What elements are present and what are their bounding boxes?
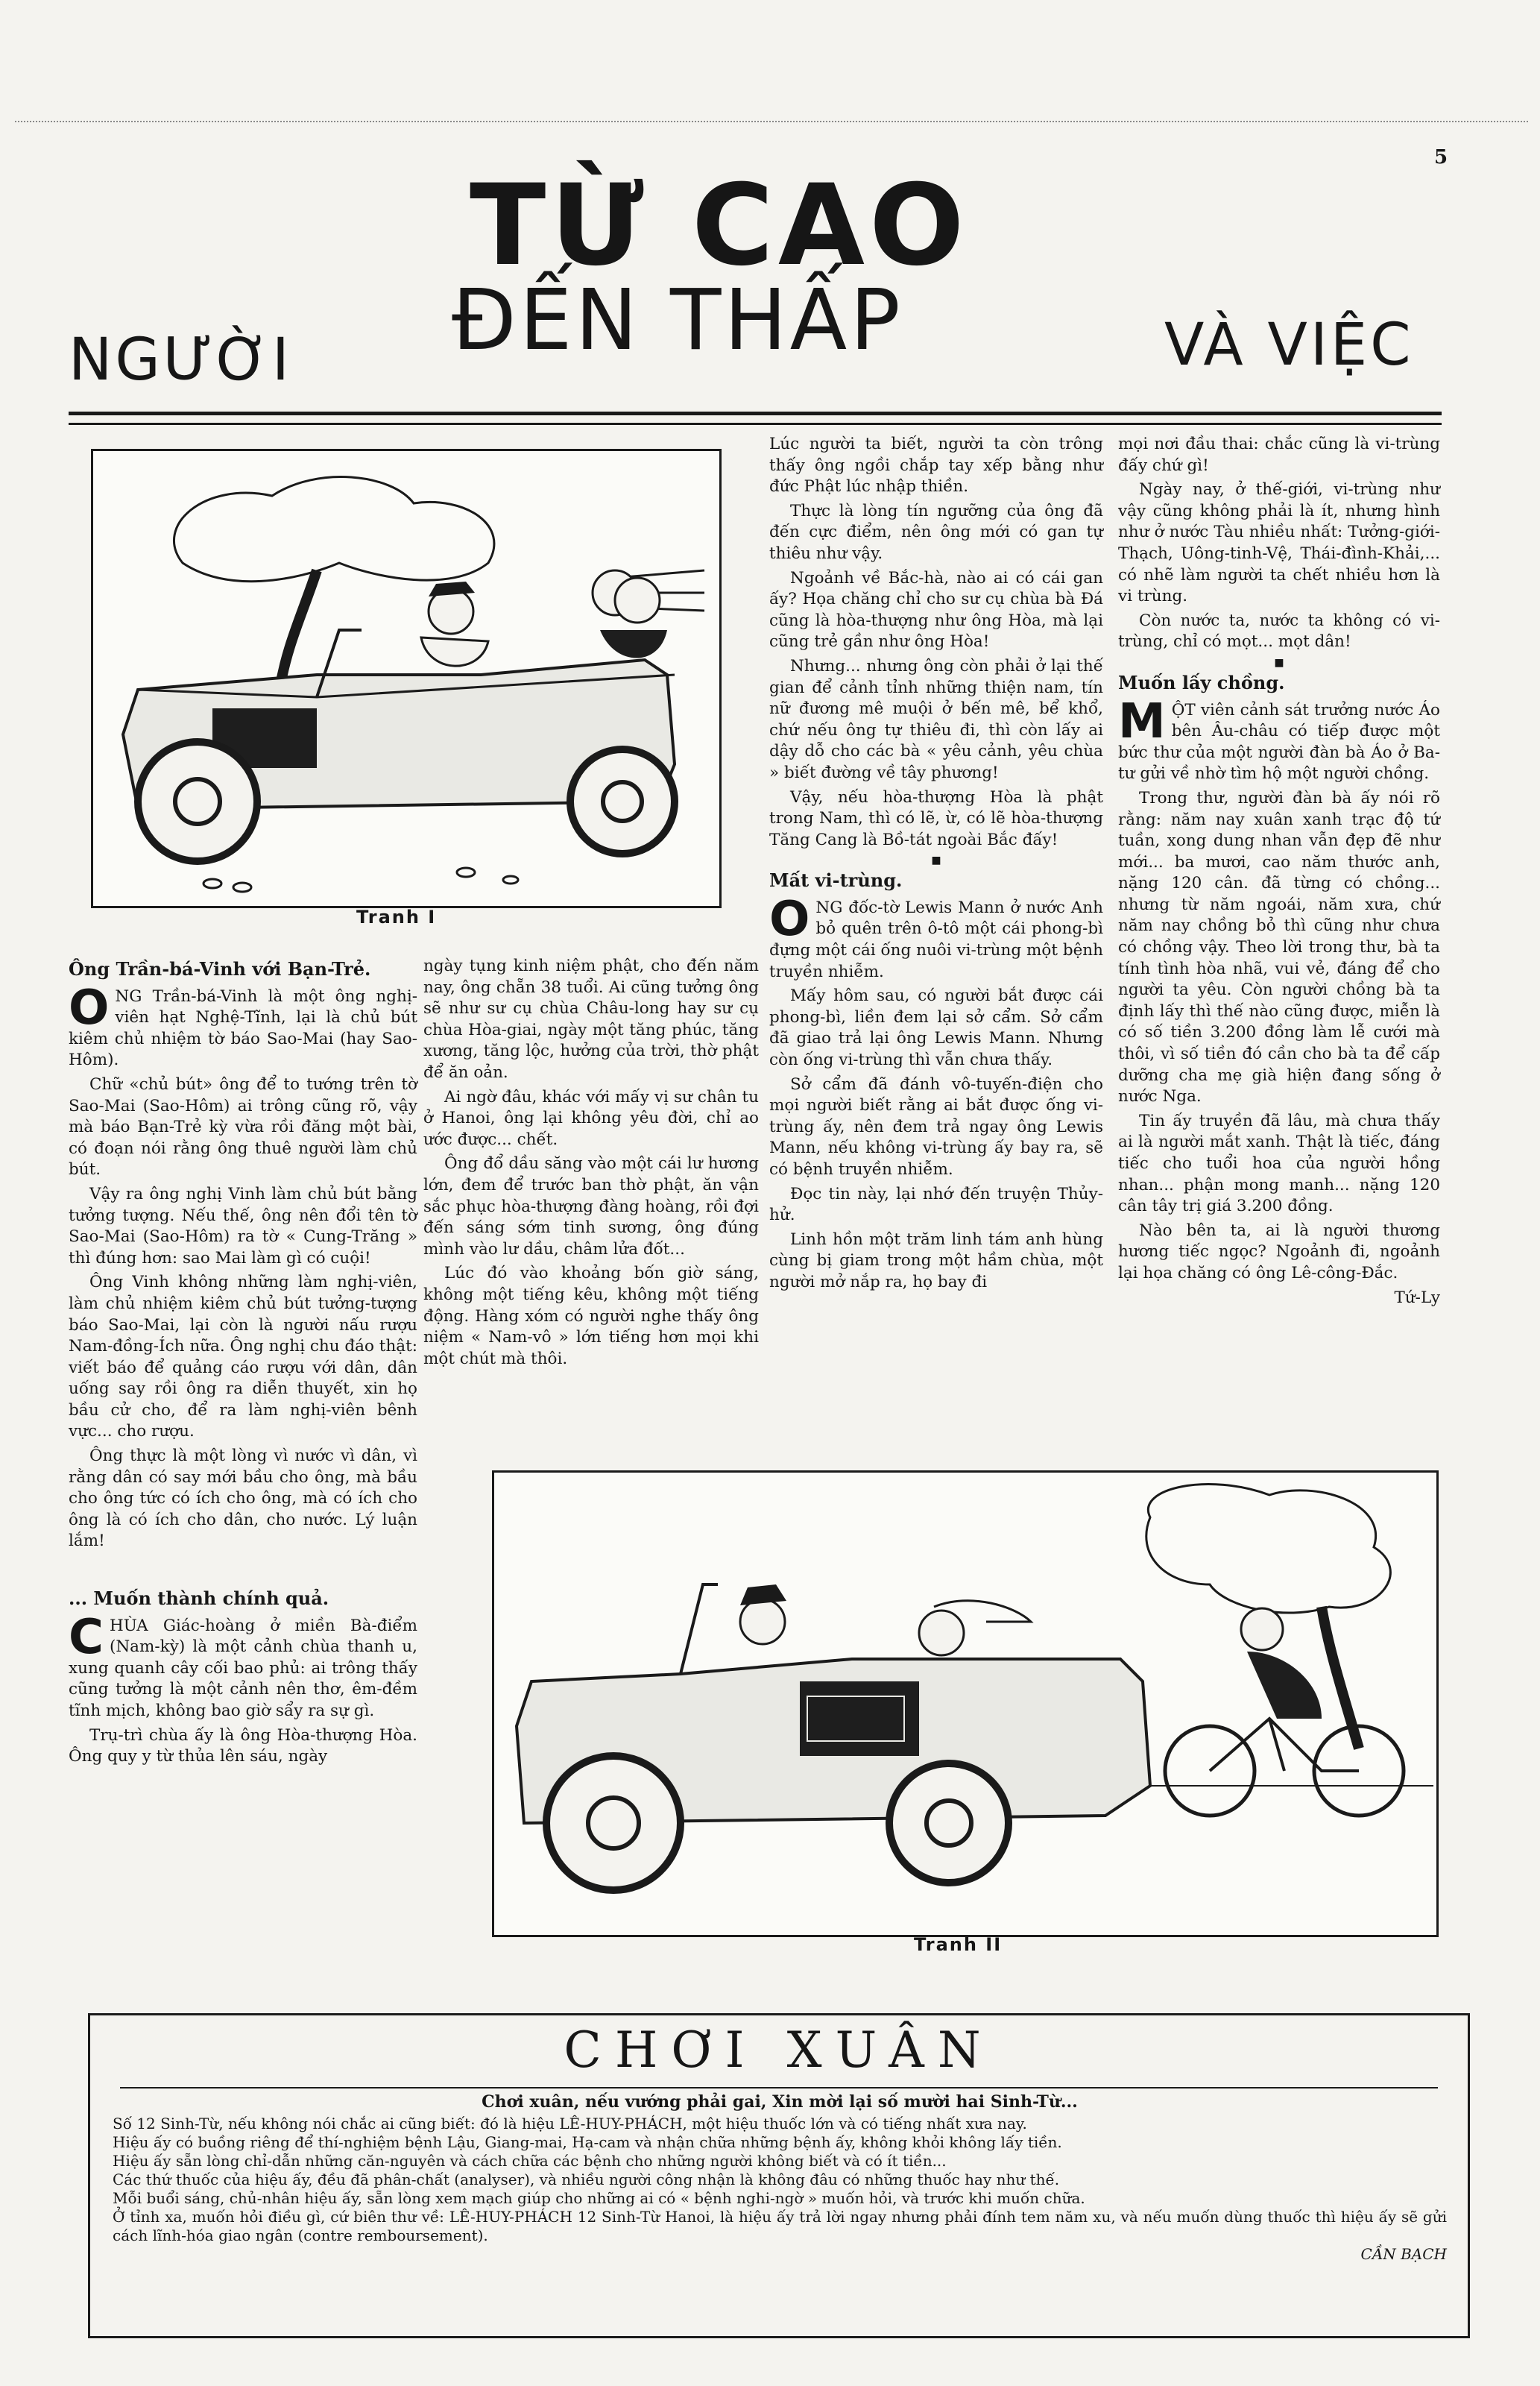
vi-trung-p2: Mấy hôm sau, có người bắt được cái phong-bì, liền đem lại sở cẩm. Sở cẩm đã giao trả lại ông Lewis Mann. Nhưng còn ống vi-trùng thì vẫn chưa thấy. [769, 986, 1103, 1070]
column-four [1118, 434, 1440, 1309]
lay-chong-p3: Tin ấy truyền đã lâu, mà chưa thấy ai là người mắt xanh. Thật là tiếc, đáng tiếc cho tuổi hoa của người hồng nhan... phận mong manh... nặng 120 cân tây trị giá 3.200 đồng. [1118, 1111, 1440, 1216]
chinh-qua-p11: Vậy, nếu hòa-thượng Hòa là phật trong Nam, thì có lẽ, ừ, có lẽ hòa-thượng Tăng Cang là Bồ-tát ngoài Bắc đấy! [769, 787, 1103, 849]
advert-body [113, 2093, 1447, 2264]
chinh-qua-p5: Ông đổ dầu săng vào một cái lư hương lớn, đem để trước ban thờ phật, ăn vận sắc phục hòa-thượng đàng hoàng, rồi đợi đến sáng sớm tinh sương, ông đúng mình vào lư dầu, châm lửa đốt... [423, 1154, 759, 1259]
caption-two: Tranh II [914, 1934, 1003, 1955]
advert-line-3: Hiệu ấy sẵn lòng chỉ-dẫn những căn-nguyên và cách chữa các bệnh cho những người không biết và có ít tiền... [113, 2152, 947, 2170]
vinh-p3: Vậy ra ông nghị Vinh làm chủ bút bằng tưởng tượng. Nếu thế, ông nên đổi tên tờ Sao-Mai (Sao-Hôm) ra tờ « Cung-Trăng » thì đúng hơn: sao Mai làm gì có cuội! [69, 1184, 417, 1268]
chinh-qua-p9: Ngoảnh về Bắc-hà, nào ai có cái gan ấy? Họa chăng chỉ cho sư cụ chùa bà Đá cũng là hòa-thượng như ông Hòa, mà lại cũng trẻ gần như ông Hòa! [769, 568, 1103, 652]
caption-one: Tranh I [356, 907, 437, 928]
advert-rule [120, 2087, 1438, 2088]
masthead-title-top: TỪ CAO [470, 161, 969, 291]
advert-line-6: Ở tỉnh xa, muốn hỏi điều gì, cứ biên thư về: LÊ-HUY-PHÁCH 12 Sinh-Từ Hanoi, là hiệu ấy trả lời ngay nhưng phải đính tem năm xu, và nếu muốn dùng thuốc thì hiệu ấy sẽ gửi cách lĩnh-hóa giao ngân (contre remboursement). [113, 2208, 1447, 2244]
car-illustration-one [93, 451, 719, 906]
vinh-p1: NG Trần-bá-Vinh là một ông nghị-viên hạt Nghệ-Tĩnh, lại là chủ bút kiêm chủ nhiệm tờ báo Sao-Mai (hay Sao-Hôm). [69, 986, 417, 1070]
chinh-qua-p7: Lúc người ta biết, người ta còn trông thấy ông ngồi chắp tay xếp bằng như đức Phật lúc nhập thiền. [769, 435, 1103, 497]
masthead-rule [69, 412, 1442, 425]
dropcap-vi-trung: O [769, 891, 810, 947]
lay-chong-p2: Trong thư, người đàn bà ấy nói rõ rằng: năm nay xuân xanh trạc độ tứ tuần, xong dung nhan vẫn đẹp đẽ như mới... ba mươi, cao năm thước anh, nặng 120 cân. đã từng có chồng... nhưng từ năm ngoái, năm xưa, chứ năm nay chồng bỏ thì cũng như chưa có chồng vậy. Theo lời trong thư, bà ta tính tình hòa nhã, vui vẻ, đáng để cho người ta yêu. Còn người chồng bà ta định lấy thì thế nào cũng được, miễn là có số tiền 3.200 đồng làm lễ cưới mà thôi, vì số tiền đó cần cho bà ta để cấp dưỡng cha mẹ già hiện đang sống ở nước Nga. [1118, 788, 1440, 1107]
vinh-p5: Ông thực là một lòng vì nước vì dân, vì rằng dân có say mới bầu cho ông, mà bầu cho ông tức có ích cho ông, mà có ích cho ông là có ích cho dân, cho nước. Lý luận lắm! [69, 1447, 417, 1551]
dropcap-chinh-qua: C [69, 1609, 104, 1665]
advert-line-4: Các thứ thuốc của hiệu ấy, đều đã phân-chất (analyser), và nhiều người công nhận là không đâu có những thuốc hay như thế. [113, 2171, 1060, 2188]
chinh-qua-p4: Ai ngờ đâu, khác với mấy vị sư chân tu ở Hanoi, ông lại không yêu đời, chỉ ao ước được... chết. [423, 1087, 759, 1149]
separator-mark: ■ [931, 854, 941, 867]
heading-vinh: Ông Trần-bá-Vinh với Bạn-Trẻ. [69, 958, 371, 980]
chinh-qua-p8: Thực là lòng tín ngưỡng của ông đã đến cực điểm, nên ông mới có gan tự thiêu như vậy. [769, 501, 1103, 563]
top-rule [15, 121, 1528, 122]
chinh-qua-p1: HÙA Giác-hoàng ở miền Bà-điểm (Nam-kỳ) là một cảnh chùa thanh u, xung quanh cây cối bao phủ: ai trông thấy cũng tưởng là một cảnh nên thơ, êm-đềm tĩnh mịch, không bao giờ sẩy ra sự gì. [69, 1616, 417, 1720]
advert-lead: Chơi xuân, nếu vướng phải gai, Xin mời lại số mười hai Sinh-Từ... [482, 2092, 1078, 2112]
vinh-p2: Chữ «chủ bút» ông để to tướng trên tờ Sao-Mai (Sao-Hôm) ai trông cũng rõ, vậy mà báo Bạn-Trẻ kỳ vừa rồi đăng một bài, có đoạn nói rằng ông thuê người làm chủ bút. [69, 1074, 417, 1180]
vi-trung-p1: NG đốc-tờ Lewis Mann ở nước Anh bỏ quên trên ô-tô một cái phong-bì đựng một cái ống nuôi vi-trùng một bệnh truyền nhiễm. [769, 898, 1103, 981]
heading-chinh-qua: ... Muốn thành chính quả. [69, 1587, 329, 1610]
masthead-right: VÀ VIỆC [1164, 312, 1414, 379]
masthead-title-bottom: ĐẾN THẤP [452, 272, 903, 369]
illustration-two [492, 1470, 1439, 1937]
illustration-one [91, 449, 722, 908]
masthead-left: NGƯỜI [69, 327, 292, 394]
car-illustration-two [494, 1473, 1436, 1935]
signature-tu-ly: Tứ-Ly [1394, 1288, 1440, 1307]
vi-trung-p4: Đọc tin này, lại nhớ đến truyện Thủy-hử. [769, 1184, 1103, 1225]
chinh-qua-p2: Trụ-trì chùa ấy là ông Hòa-thượng Hòa. Ông quy y từ thủa lên sáu, ngày [69, 1725, 417, 1766]
advert-line-1: Số 12 Sinh-Từ, nếu không nói chắc ai cũng biết: đó là hiệu LÊ-HUY-PHÁCH, một hiệu thuốc lớn và có tiếng nhất xưa nay. [113, 2115, 1027, 2132]
heading-vi-trung: Mất vi-trùng. [769, 869, 903, 892]
vi-trung-p3: Sở cẩm đã đánh vô-tuyến-điện cho mọi người biết rằng ai bắt được ống vi-trùng ấy, nên đem trả ngay ông Lewis Mann, nếu không vi-trùng ấy bay ra, sẽ có bệnh truyền nhiễm. [769, 1074, 1103, 1179]
advert-signature: CẦN BẠCH [1360, 2245, 1447, 2263]
advert-line-5: Mỗi buổi sáng, chủ-nhân hiệu ấy, sẵn lòng xem mạch giúp cho những ai có « bệnh nghi-ngờ » muốn hỏi, và trước khi muốn chữa. [113, 2189, 1085, 2207]
column-three [769, 434, 1103, 1297]
dropcap-vinh: O [69, 980, 110, 1036]
column-middle [423, 956, 759, 1373]
advert-line-2: Hiệu ấy có buồng riêng để thí-nghiệm bệnh Lậu, Giang-mai, Hạ-cam và nhận chữa những bệnh ấy, không khỏi không lấy tiền. [113, 2133, 1062, 2151]
column-left [69, 956, 417, 1771]
page-number: 5 [1434, 146, 1448, 169]
heading-lay-chong: Muốn lấy chồng. [1118, 671, 1285, 693]
dropcap-lay-chong: M [1118, 693, 1166, 749]
vinh-p4: Ông Vinh không những làm nghị-viên, làm chủ nhiệm kiêm chủ bút tưởng-tượng báo Sao-Mai, lại còn là người nấu rượu Nam-đồng-Ích nữa. Ông nghị chu đáo thật: viết báo để quảng cáo rượu với dân, dân uống say rồi ông ra diễn thuyết, xin họ bầu cử cho, để ra làm nghị-viên bênh vực... cho rượu. [69, 1273, 417, 1441]
chinh-qua-p10: Nhưng... nhưng ông còn phải ở lại thế gian để cảnh tỉnh những thiện nam, tín nữ đương mê muội ở bến mê, bể khổ, chứ nếu ông tự thiêu đi, thì còn lấy ai dậy dỗ cho các bà « yêu cảnh, yêu chùa » biết đường về tây phương! [769, 656, 1103, 782]
vi-trung-p6: mọi nơi đầu thai: chắc cũng là vi-trùng đấy chứ gì! [1118, 435, 1440, 475]
advert-box [88, 2013, 1470, 2338]
vi-trung-p8: Còn nước ta, nước ta không có vi-trùng, chỉ có mọt... mọt dân! [1118, 611, 1440, 652]
chinh-qua-p3: ngày tụng kinh niệm phật, cho đến năm nay, ông chẵn 38 tuổi. Ai cũng tưởng ông sẽ như sư cụ chùa Châu-long hay sư cụ chùa Hòa-giai, ngày một tăng phúc, tăng xương, tăng lộc, hưởng của trời, thờ phật để ăn oản. [423, 957, 759, 1082]
vi-trung-p5: Linh hồn một trăm linh tám anh hùng cùng bị giam trong một hầm chùa, một người mở nắp ra, họ bay đi [769, 1230, 1103, 1291]
separator-mark: ■ [1274, 656, 1284, 669]
lay-chong-p1: ỘT viên cảnh sát trưởng nước Áo bên Âu-châu có tiếp được một bức thư của một người đàn bà Áo ở Ba-tư gửi về nhờ tìm hộ một người chồng. [1118, 700, 1440, 784]
lay-chong-p4: Nào bên ta, ai là người thương hương tiếc ngọc? Ngoảnh đi, ngoảnh lại họa chăng có ông Lê-công-Đắc. [1118, 1221, 1440, 1282]
chinh-qua-p6: Lúc đó vào khoảng bốn giờ sáng, không một tiếng kêu, không một tiếng động. Hàng xóm có người nghe thấy ông niệm « Nam-vô » lớn tiếng hơn mọi khi một chút mà thôi. [423, 1264, 759, 1368]
advert-title: CHƠI XUÂN [564, 2021, 994, 2079]
vi-trung-p7: Ngày nay, ở thế-giới, vi-trùng như vậy cũng không phải là ít, nhưng hình như ở nước Tàu nhiều nhất: Tưởng-giới-Thạch, Uông-tinh-Vệ, Thái-đình-Khải,... có nhẽ làm người ta chết nhiều hơn là vi trùng. [1118, 480, 1440, 606]
